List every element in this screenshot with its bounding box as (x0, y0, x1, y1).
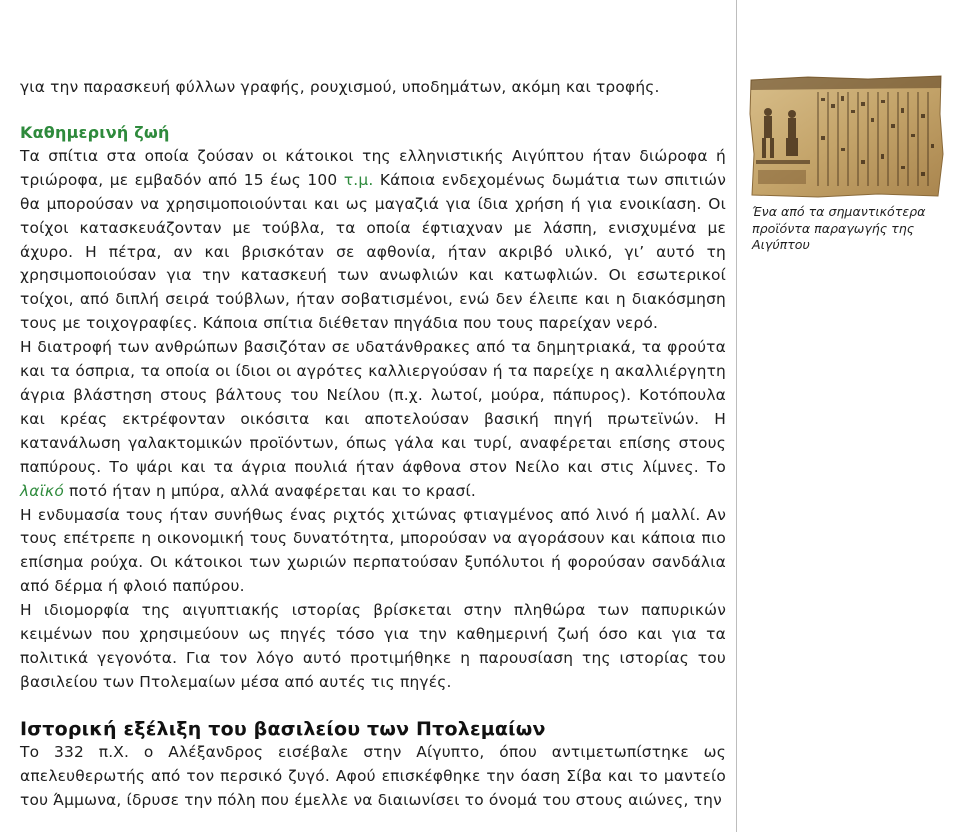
paragraph-sources: Η ιδιομορφία της αιγυπτιακής ιστορίας βρίσκεται στην πληθώρα των παπυρικών κειμένων που χρησιμεύουν ως πηγές τόσο για την καθημερινή ζωή όσο και για τα πολιτικά γεγονότα. Για τον λόγο αυτό προτιμήθηκε η παρουσίαση της ιστορίας του βασιλείου των Πτολεμαίων μέσα από αυτές τις πηγές. (20, 601, 726, 691)
section-heading-daily-life: Καθημερινή ζωή (20, 122, 170, 142)
intro-paragraph: για την παρασκευή φύλλων γραφής, ρουχισμού, υποδημάτων, ακόμη και τροφής. (20, 78, 660, 96)
houses-text-a: Τα σπίτια στα οποία ζούσαν οι κάτοικοι της ελληνιστικής Αιγύπτου ήταν διώροφα ή τριώροφα, με εμβαδόν από 15 έως 100 (20, 146, 726, 189)
paragraph-diet (20, 336, 726, 503)
column-divider (736, 0, 737, 832)
paragraph-houses (20, 145, 726, 336)
paragraph-alexander: Το 332 π.Χ. ο Αλέξανδρος εισέβαλε στην Αίγυπτο, όπου αντιμετωπίστηκε ως απελευθερωτής από τον περσικό ζυγό. Αφού επισκέφθηκε την όαση Σίβα και το μαντείο του Άμμωνα, ίδρυσε την πόλη που έμελλε να διαιωνίσει το όνομά του στους αιώνες, την (20, 742, 726, 809)
papyrus-image (748, 74, 944, 199)
houses-text-b: Κάποια ενδεχομένως δωμάτια των σπιτιών θα μπορούσαν να χρησιμοποιούνται και ως μαγαζιά για ίδια χρήση ή για ενοικίαση. Οι τοίχοι κατασκευάζονταν με τούβλα, τα οποία έφτιαχναν με λάσπη, ενισχυμένα με άχυρο. Η πέτρα, αν και βρισκόταν σε αφθονία, ήταν ακριβό υλικό, γι’ αυτό τη χρησιμοποιούσαν για την κατασκευή των ανωφλιών και κατωφλιών. Οι εσωτερικοί τοίχοι, από διπλή σειρά τούβλων, ήταν σοβατισμένοι, ενώ δεν έλειπε και η διακόσμηση τους με τοιχογραφίες. Κάποια σπίτια διέθεταν πηγάδια που τους παρείχαν νερό. (20, 170, 726, 333)
image-caption: Ένα από τα σημαντικότερα προϊόντα παραγωγής της Αιγύπτου (752, 204, 926, 252)
paragraph-clothing: Η ενδυμασία τους ήταν συνήθως ένας ριχτός χιτώνας φτιαγμένος από λινό ή μαλλί. Αν τους επέτρεπε η οικονομική τους δυνατότητα, μπορούσαν να αγοράσουν και κάποια πιο επίσημα ρούχα. Οι κάτοικοι των χωριών περπατούσαν ξυπόλυτοι ή φορούσαν σανδάλια από δέρμα ή φλοιό παπύρου. (20, 505, 726, 596)
diet-text-a: Η διατροφή των ανθρώπων βασιζόταν σε υδατάνθρακες από τα δημητριακά, τα φρούτα και τα όσπρια, τα οποία οι ίδιοι οι αγρότες καλλιεργούσαν ή τα παρείχε η ακαλλιέργητη άγρια βλάστηση στους βάλτους του Νείλου (π.χ. λωτοί, μούρα, πάπυρος). Κοτόπουλα και κρέας εκτρέφονταν οικόσιτα και αποτελούσαν βασική πηγή πρωτεϊνών. Η κατανάλωση γαλακτομικών προϊόντων, όπως γάλα και τυρί, αναφέρεται επίσης στους παπύρους. Το ψάρι και τα άγρια πουλιά ήταν άφθονα στον Νείλο και στις λίμνες. Το (20, 338, 726, 476)
main-text-column (20, 76, 726, 812)
highlight-tm: τ.μ. (343, 170, 374, 189)
highlight-laiko: λαϊκό (20, 481, 64, 500)
diet-text-b: ποτό ήταν η μπύρα, αλλά αναφέρεται και το κρασί. (63, 481, 476, 500)
section-heading-history: Ιστορική εξέλιξη του βασιλείου των Πτολεμαίων (20, 717, 546, 740)
